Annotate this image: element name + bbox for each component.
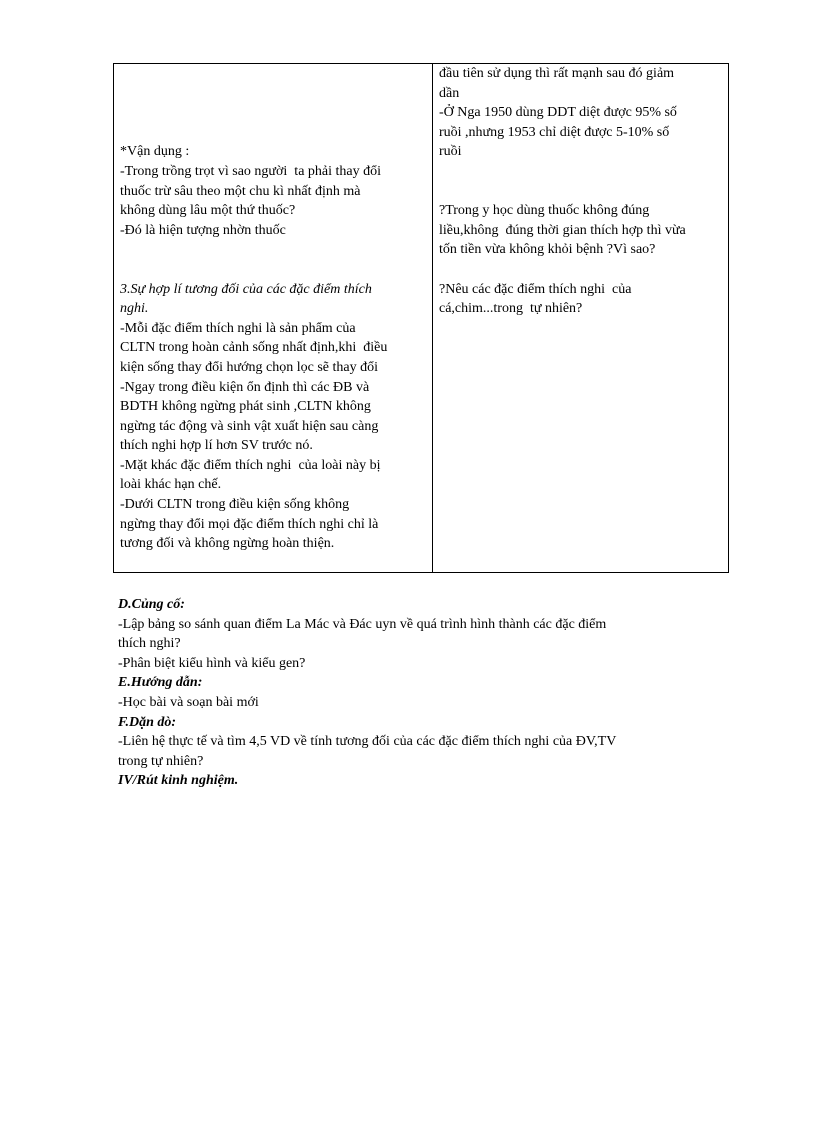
section3-title: 3.Sự hợp lí tương đối của các đặc điểm thích [120,281,372,297]
cungco-heading: D.Củng cố: [118,597,185,612]
section3-line: -Mỗi đặc điểm thích nghi là sản phẩm của [120,320,356,336]
table-row [114,64,729,573]
section3-line: kiện sống thay đổi hướng chọn lọc sẽ thay đổi [120,359,379,375]
section3-line: -Dưới CLTN trong điều kiện sống không [120,497,350,513]
section3-title: nghi. [120,301,149,317]
lesson-table [113,63,729,573]
section3-line: -Mặt khác đặc điểm thích nghi của loài này bị [120,457,381,473]
vandung-line: không dùng lâu một thứ thuốc? [120,203,296,219]
huongdan-line: -Học bài và soạn bài mới [118,694,259,710]
right-column-cell [433,64,729,573]
intro-line: ruồi [439,144,462,160]
section3-line: BDTH không ngừng phát sinh ,CLTN không [120,399,371,415]
intro-line: đầu tiên sử dụng thì rất mạnh sau đó giảm [439,66,675,81]
intro-line: -Ở Nga 1950 dùng DDT diệt được 95% số [439,105,677,121]
question-line: ?Trong y học dùng thuốc không đúng [439,203,650,219]
question-line: tốn tiền vừa không khỏi bệnh ?Vì sao? [439,242,656,258]
vandung-line: -Trong trồng trọt vì sao người ta phải thay đổi [120,163,382,179]
question-line: ?Nêu các đặc điểm thích nghi của [439,281,632,297]
section3-line: ngừng tác động và sinh vật xuất hiện sau càng [120,418,379,434]
question-line: liều,không đúng thời gian thích hợp thì vừa [439,222,686,238]
huongdan-heading: E.Hướng dẫn: [118,675,203,691]
cungco-line: -Lập bảng so sánh quan điểm La Mác và Đác uyn về quá trình hình thành các đặc điểm [118,616,607,632]
cungco-line: thích nghi? [118,636,181,652]
intro-line: dần [439,85,460,101]
left-column-cell [114,64,433,573]
section3-line: thích nghi hợp lí hơn SV trước nó. [120,438,313,454]
section3-line: CLTN trong hoàn cảnh sống nhất định,khi điều [120,340,388,356]
vandung-line: thuốc trừ sâu theo một chu kì nhất định mà [120,183,361,199]
section3-line: ngừng thay đổi mọi đặc điểm thích nghi chỉ là [120,516,379,532]
intro-line: ruồi ,nhưng 1953 chỉ diệt được 5-10% số [439,124,670,140]
dando-heading: F.Dặn dò: [118,714,177,730]
lesson-footer [118,595,718,791]
section3-line: tương đối và không ngừng hoàn thiện. [120,536,335,552]
question-line: cá,chim...trong tự nhiên? [439,301,583,317]
rutkinh-heading: IV/Rút kinh nghiệm. [118,773,239,789]
dando-line: trong tự nhiên? [118,753,204,769]
section3-line: loài khác hạn chế. [120,477,222,493]
vandung-title: *Vận dụng : [120,144,190,160]
vandung-line: -Đó là hiện tượng nhờn thuốc [120,222,286,238]
cungco-line: -Phân biệt kiểu hình và kiểu gen? [118,655,306,671]
section3-line: -Ngay trong điều kiện ổn định thì các ĐB và [120,379,370,395]
dando-line: -Liên hệ thực tế và tìm 4,5 VD về tính tương đối của các đặc điểm thích nghi của ĐV,TV [118,734,617,750]
